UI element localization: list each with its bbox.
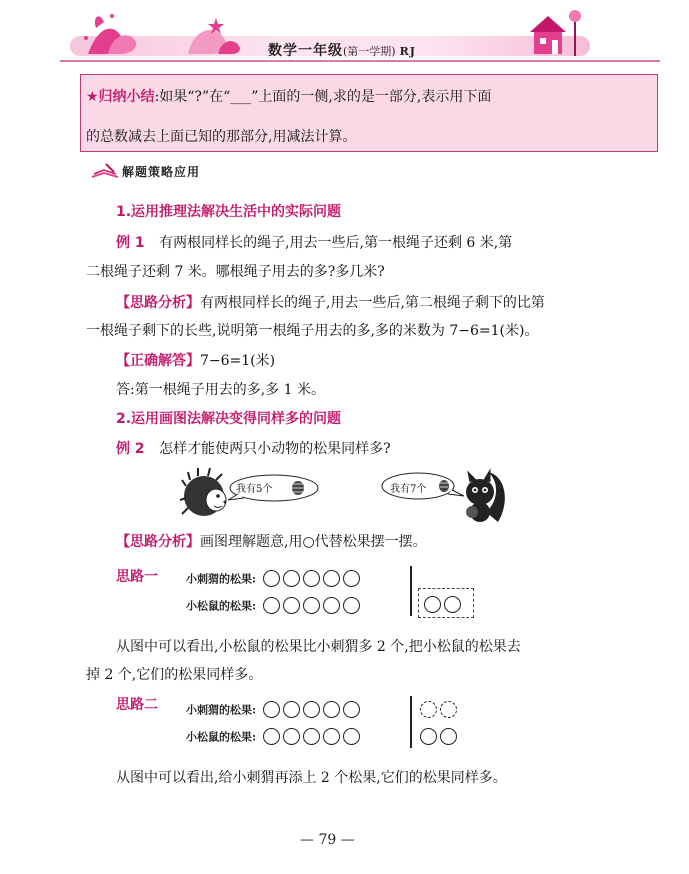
pinecone-circle: [440, 728, 457, 745]
pinecone-circle: [263, 728, 280, 745]
idea1-text-1: 从图中可以看出,小松鼠的松果比小刺猬多 2 个,把小松鼠的松果去: [116, 639, 521, 655]
header-decoration-left: [78, 8, 248, 60]
header-rule: [60, 60, 660, 62]
pinecone-circle: [424, 596, 441, 613]
pinecone-icon-2: [439, 480, 449, 492]
pinecone-circle: [343, 570, 360, 587]
added-pinecone-circle: [420, 701, 437, 718]
example2-label: 例 2: [116, 441, 145, 457]
pinecone-circle: [283, 728, 300, 745]
pinecone-circle: [283, 597, 300, 614]
pinecone-circle: [283, 701, 300, 718]
pinecone-circle: [343, 728, 360, 745]
pinecone-circle: [444, 596, 461, 613]
section1-title: 1.运用推理法解决生活中的实际问题: [116, 204, 342, 220]
example1-label: 例 1: [116, 235, 145, 251]
pinecone-circle: [263, 570, 280, 587]
hedgehog-icon: [180, 468, 227, 516]
pinecone-circle: [263, 701, 280, 718]
pinecone-circle: [323, 570, 340, 587]
house-tree-icon: [520, 6, 590, 60]
answer1-text: 答:第一根绳子用去的多,多 1 米。: [116, 382, 325, 398]
book-title: 数学一年级: [268, 43, 343, 59]
idea1-row1-label: 小刺猬的松果:: [186, 572, 257, 586]
answer1-line: [116, 350, 275, 370]
idea1-text-2: 掉 2 个,它们的松果同样多。: [86, 667, 263, 683]
edition: RJ: [399, 45, 416, 58]
strategy-title: 解题策略应用: [122, 165, 201, 179]
idea2-row-hedgehog: [186, 699, 363, 718]
analysis2-label: 【思路分析】: [116, 534, 200, 550]
pinecone-circle: [303, 701, 320, 718]
page-number: — 79 —: [300, 832, 355, 848]
pinecone-icon: [292, 481, 304, 495]
header-title: [268, 40, 416, 60]
added-pinecone-circle: [440, 701, 457, 718]
idea2-extra-circles: [420, 726, 460, 745]
summary-line-2: 的总数减去上面已知的那部分,用减法计算。: [86, 129, 357, 145]
hedgehog-bubble-text: 我有5个: [236, 484, 273, 495]
summary-line-1: [86, 86, 491, 106]
idea1-label: 思路一: [116, 569, 158, 585]
page-header: [0, 0, 689, 62]
idea2-row-squirrel: [186, 726, 363, 745]
analysis1-line-2: 一根绳子剩下的长些,说明第一根绳子用去的多,多的米数为 7−6=1(米)。: [86, 323, 539, 339]
idea1-row2-label: 小松鼠的松果:: [186, 599, 257, 613]
answer1-label: 【正确解答】: [116, 353, 200, 369]
pinecone-circle: [263, 597, 280, 614]
idea1-hedgehog-circles: [263, 568, 363, 587]
answer1-formula: 7−6=1(米): [200, 353, 276, 369]
idea2-divider: [410, 696, 412, 748]
idea2-squirrel-circles: [263, 726, 363, 745]
pinecone-circle: [343, 701, 360, 718]
analysis2-text: 画图理解题意,用○代替松果摆一摆。: [200, 534, 427, 550]
idea1-row-squirrel: [186, 595, 363, 614]
section2-title: 2.运用画图法解决变得同样多的问题: [116, 411, 342, 427]
idea2-label: 思路二: [116, 697, 158, 713]
idea2-hedgehog-circles: [263, 699, 363, 718]
pinecone-circle: [343, 597, 360, 614]
pinecone-circle: [303, 597, 320, 614]
analysis2-line: [116, 531, 427, 551]
example1-line-1: [116, 232, 512, 252]
example2-line: [116, 438, 391, 458]
pinecone-circle: [323, 597, 340, 614]
pinecone-circle: [283, 570, 300, 587]
summary-label: ★归纳小结: [86, 89, 155, 105]
pinecone-circle: [323, 728, 340, 745]
squirrel-bubble-text: 我有7个: [390, 484, 427, 495]
idea1-squirrel-circles: [263, 595, 363, 614]
idea1-extra-circles: [424, 594, 464, 613]
example1-line-2: 二根绳子还剩 7 米。哪根绳子用去的多?多几米?: [86, 264, 385, 280]
idea1-row-hedgehog: [186, 568, 363, 587]
idea2-row1-label: 小刺猬的松果:: [186, 703, 257, 717]
pinecone-circle: [303, 728, 320, 745]
analysis1-text-1: 有两根同样长的绳子,用去一些后,第二根绳子剩下的比第: [200, 295, 545, 311]
pinecone-circle: [303, 570, 320, 587]
pinecone-circle: [323, 701, 340, 718]
idea2-added-circles: [420, 699, 460, 718]
pinecone-circle: [420, 728, 437, 745]
squirrel-icon: [466, 470, 505, 522]
summary-text-1: :如果“?”在“___”上面的一侧,求的是一部分,表示用下面: [154, 89, 492, 105]
analysis1-label: 【思路分析】: [116, 295, 200, 311]
example2-text: 怎样才能使两只小动物的松果同样多?: [159, 441, 391, 457]
idea2-row2-label: 小松鼠的松果:: [186, 730, 257, 744]
book-pen-icon: [90, 162, 120, 180]
idea1-divider: [410, 566, 412, 616]
semester: (第一学期): [343, 45, 396, 58]
idea2-text: 从图中可以看出,给小刺猬再添上 2 个松果,它们的松果同样多。: [116, 770, 507, 786]
example1-text-1: 有两根同样长的绳子,用去一些后,第一根绳子还剩 6 米,第: [159, 235, 513, 251]
analysis1-line-1: [116, 292, 545, 312]
